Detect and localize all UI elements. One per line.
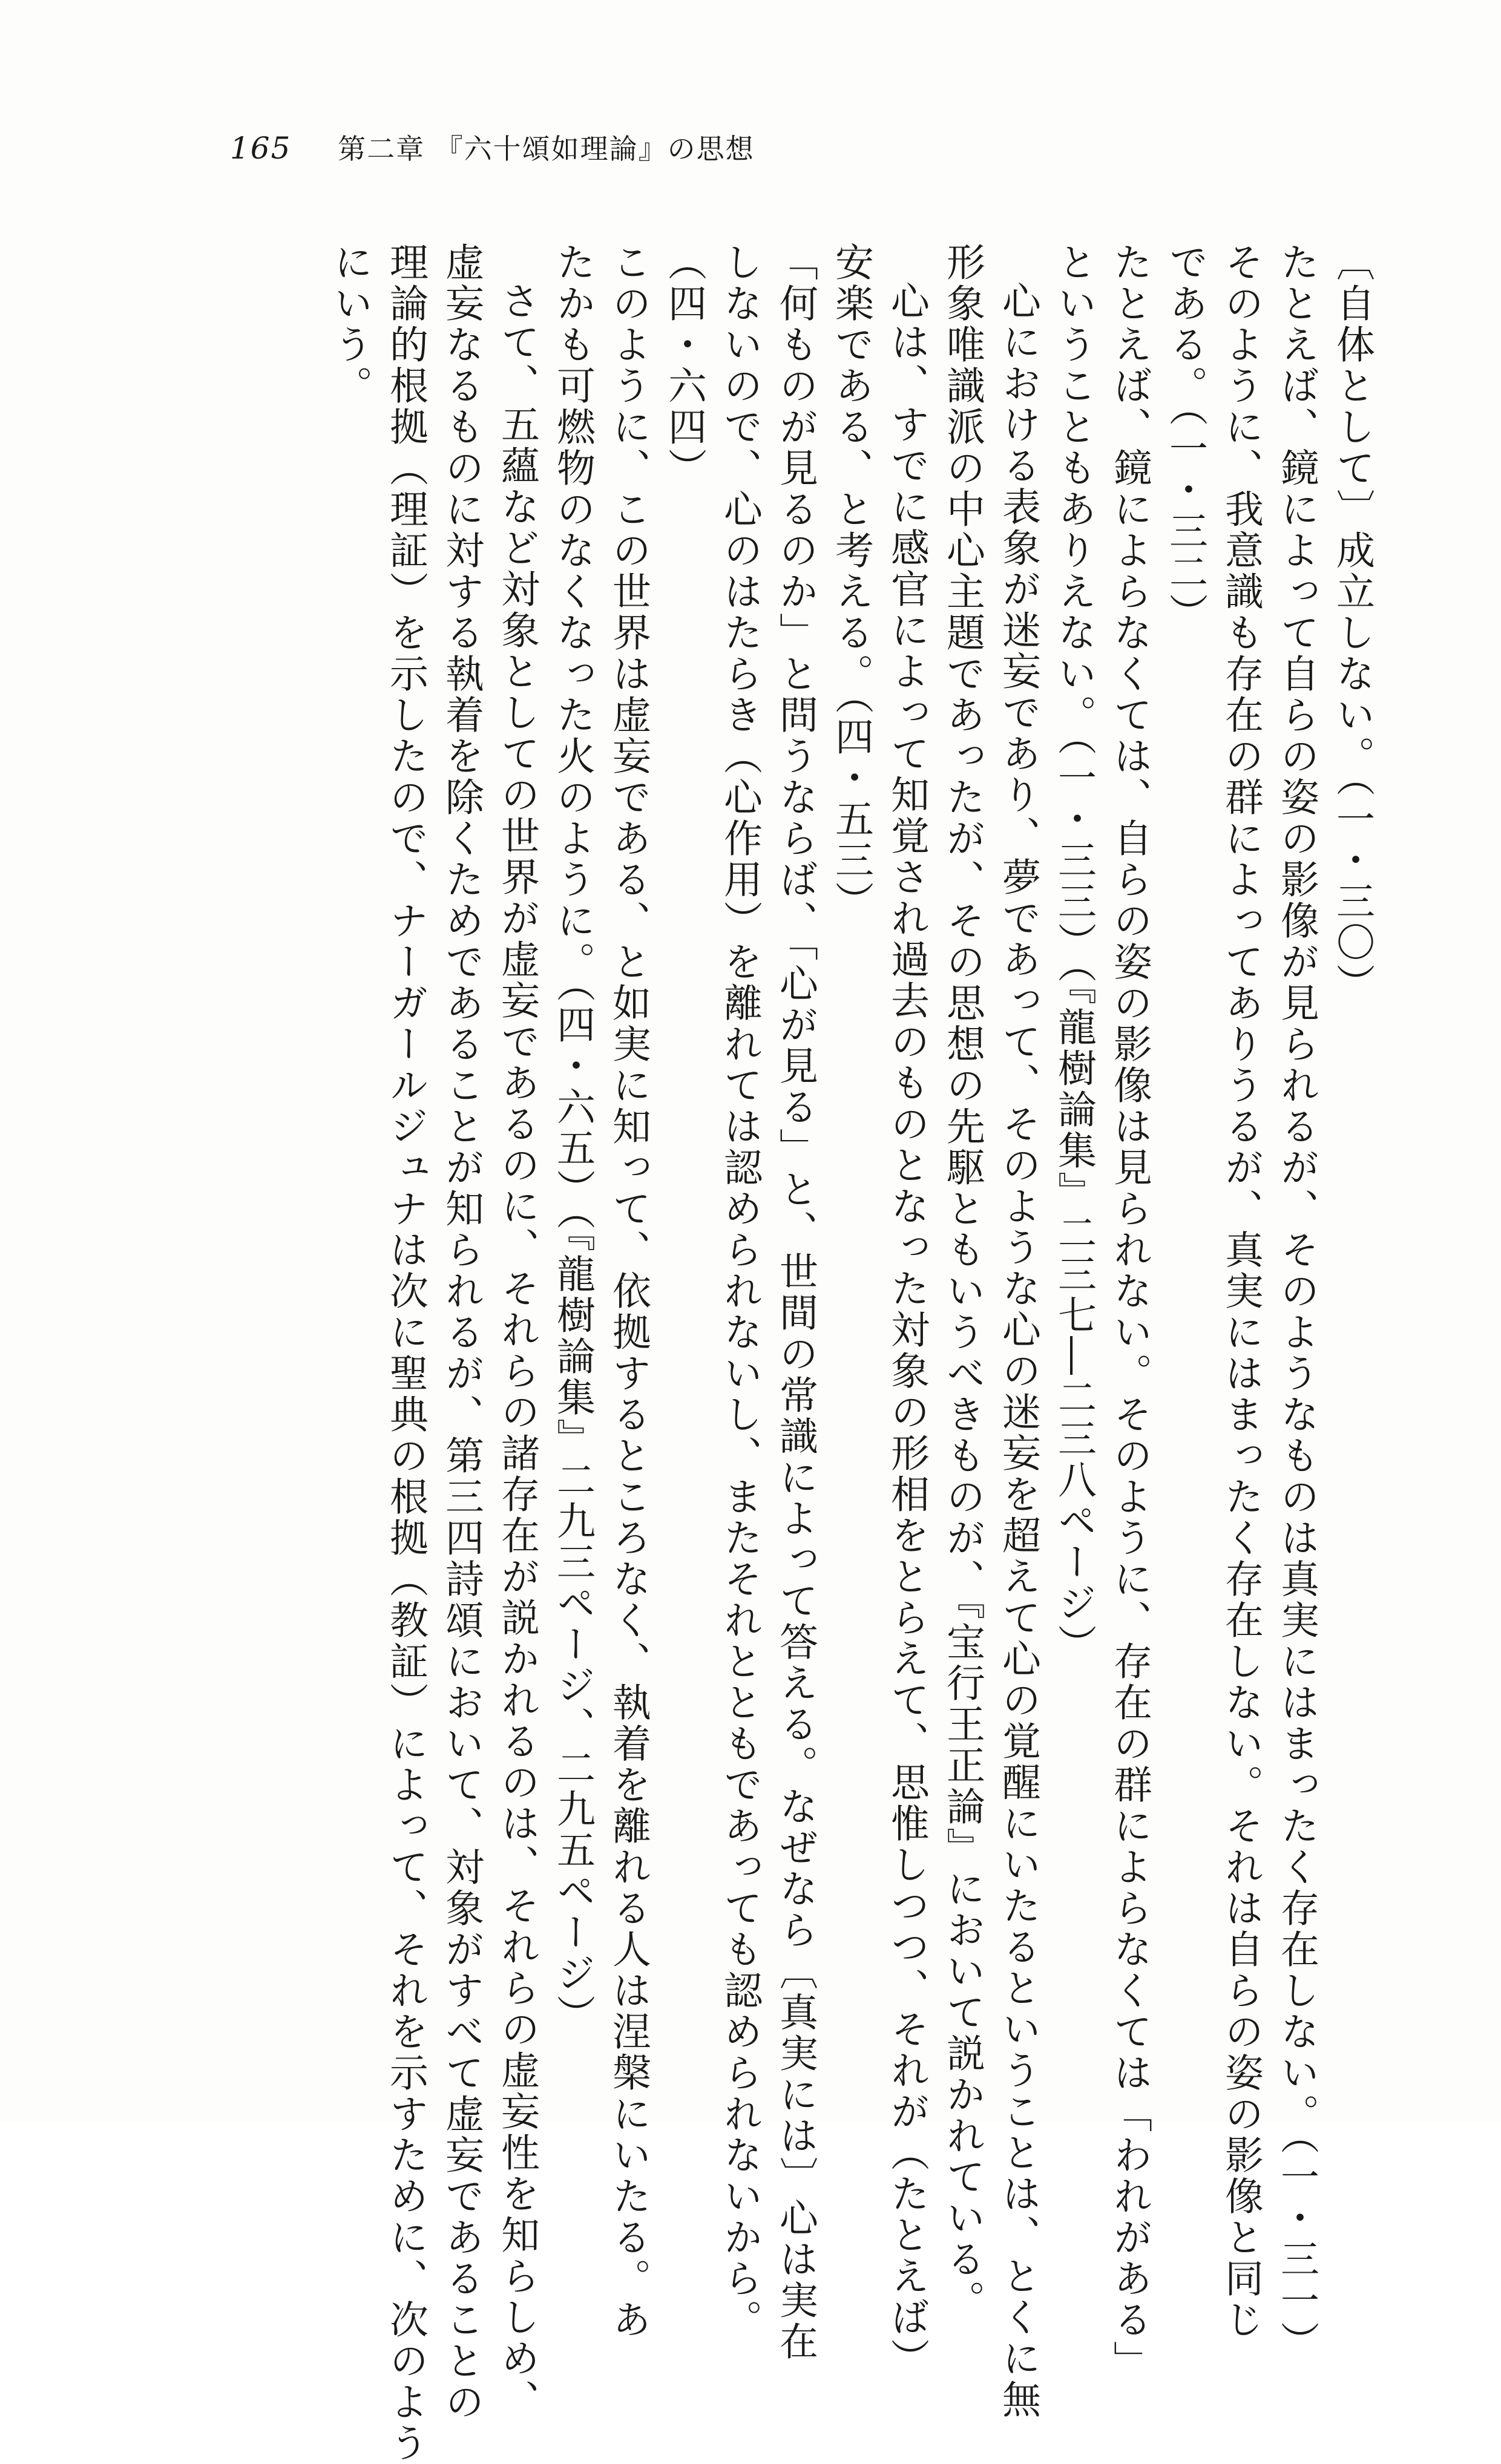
chapter-title: 第二章 『六十頌如理論』の思想 (338, 133, 755, 165)
text-column: たかも可燃物のなくなった火のように。（四・六五）（『龍樹論集』二九三ページ、二九五ページ） (550, 242, 595, 2036)
text-column: 「何ものが見るのか」と問うならば、「心が見る」と、世間の常識によって答える。なぜなら〔真実には〕心は実在 (773, 242, 818, 2362)
text-column: しないので、心のはたらき（心作用）を離れては認められないし、またそれとともであっても認められないから。 (717, 242, 762, 2341)
text-column: たとえば、鏡によらなくては、自らの姿の影像は見られない。そのように、存在の群によらなくては「われがある」 (1107, 242, 1152, 2382)
body-text (322, 242, 1380, 2464)
page-number: 165 (230, 131, 292, 166)
text-column: このように、この世界は虚妄である、と如実に知って、依拠するところなく、執着を離れる人は涅槃にいたる。あ (606, 242, 651, 2341)
text-column: 形象唯識派の中心主題であったが、その思想の先駆ともいうべきものが、『宝行王正論』において説かれている。 (940, 242, 985, 2321)
text-column: 心における表象が迷妄であり、夢であって、そのような心の迷妄を超えて心の覚醒にいたるということは、とくに無 (996, 281, 1040, 2420)
text-column: 安楽である、と考える。（四・五三） (829, 242, 873, 922)
text-column: 〔自体として〕成立しない。（一・三〇） (1330, 242, 1375, 1004)
text-column: である。（一・三二） (1163, 242, 1207, 634)
text-column: 心は、すでに感官によって知覚され過去のものとなった対象の形相をとらえて、思惟しつつ、それが（たとえば） (884, 281, 929, 2379)
text-column: ということもありえない。（一・三三）（『龍樹論集』二三七―二三八ページ） (1051, 242, 1096, 1665)
text-column: （四・六四） (662, 242, 706, 489)
text-column: たとえば、鏡によって自らの姿の影像が見られるが、そのようなものは真実にはまったく存在しない。（一・三一） (1274, 242, 1319, 2362)
text-column: 虚妄なるものに対する執着を除くためであることが知られるが、第三四詩頌において、対象がすべて虚妄であることの (439, 242, 484, 2423)
text-column: 理論的根拠（理証）を示したので、ナーガールジュナは次に聖典の根拠（教証）によって、それを示すために、次のよう (383, 242, 428, 2464)
text-column: にいう。 (327, 242, 372, 407)
text-column: そのように、我意識も存在の群によってありうるが、真実にはまったく存在しない。それは自らの姿の影像と同じ (1218, 242, 1263, 2341)
text-column: さて、五蘊など対象としての世界が虚妄であるのに、それらの諸存在が説かれるのは、それらの虚妄性を知らしめ、 (494, 281, 539, 2420)
running-head (230, 130, 755, 167)
